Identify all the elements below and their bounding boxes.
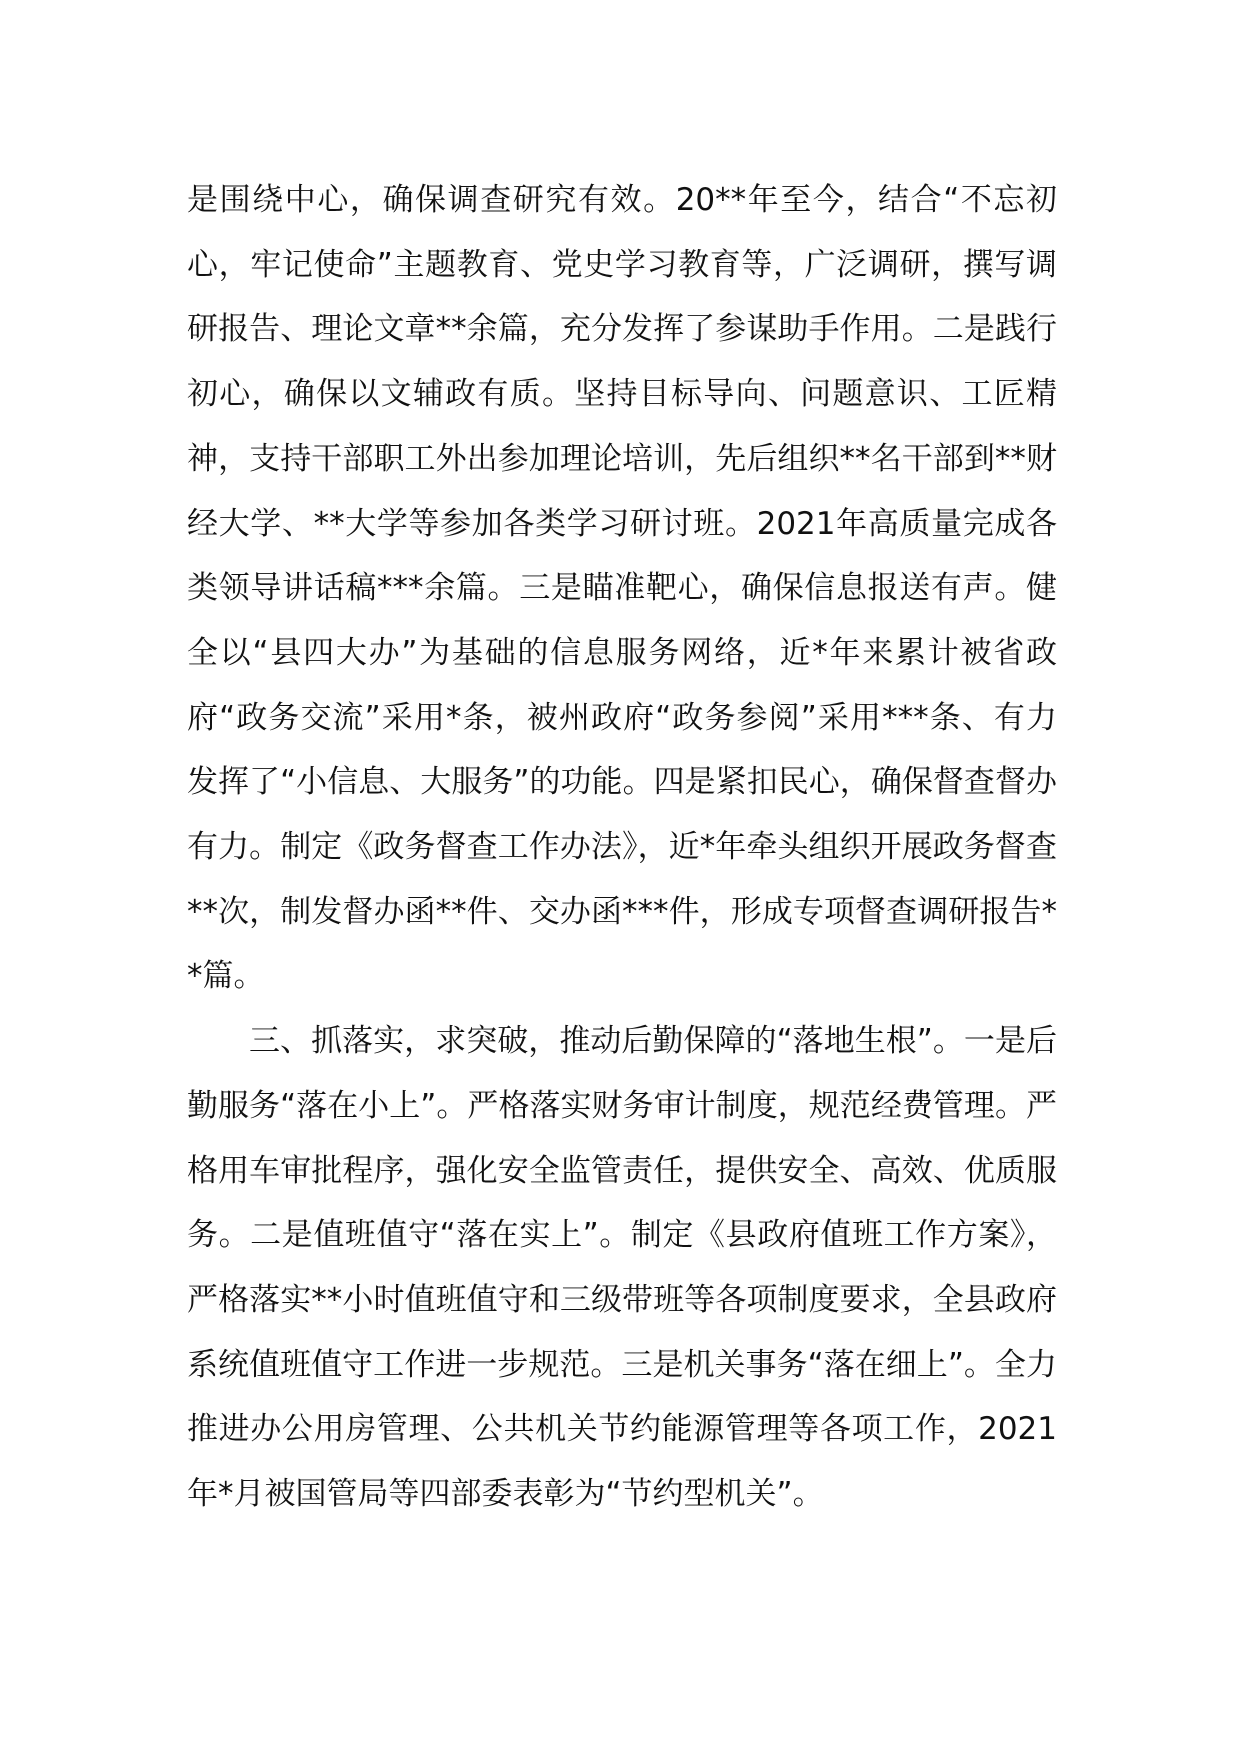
body-paragraph-continued: 是围绕中心，确保调查研究有效。20**年至今，结合“不忘初心，牢记使命”主题教育、党史学习教育等，广泛调研，撰写调研报告、理论文章**余篇，充分发挥了参谋助手作用。二是践行初心，确保以文辅政有质。坚持目标导向、问题意识、工匠精神，支持干部职工外出参加理论培训，先后组织**名干部到**财经大学、**大学等参加各类学习研讨班。2021年高质量完成各类领导讲话稿***余篇。三是瞄准靶心，确保信息报送有声。健全以“县四大办”为基础的信息服务网络，近*年来累计被省政府“政务交流”采用*条，被州政府“政务参阅”采用***条、有力发挥了“小信息、大服务”的功能。四是紧扣民心，确保督查督办有力。制定《政务督查工作办法》，近*年牵头组织开展政务督查**次，制发督办函**件、交办函***件，形成专项督查调研报告**篇。: [187, 182, 1057, 995]
document-body: [187, 168, 1057, 1527]
body-paragraph-section-three: 三、抓落实，求突破，推动后勤保障的“落地生根”。一是后勤服务“落在小上”。严格落实财务审计制度，规范经费管理。严格用车审批程序，强化安全监管责任，提供安全、高效、优质服务。二是值班值守“落在实上”。制定《县政府值班工作方案》，严格落实**小时值班值守和三级带班等各项制度要求，全县政府系统值班值守工作进一步规范。三是机关事务“落在细上”。全力推进办公用房管理、公共机关节约能源管理等各项工作，2021年*月被国管局等四部委表彰为“节约型机关”。: [187, 1023, 1057, 1513]
